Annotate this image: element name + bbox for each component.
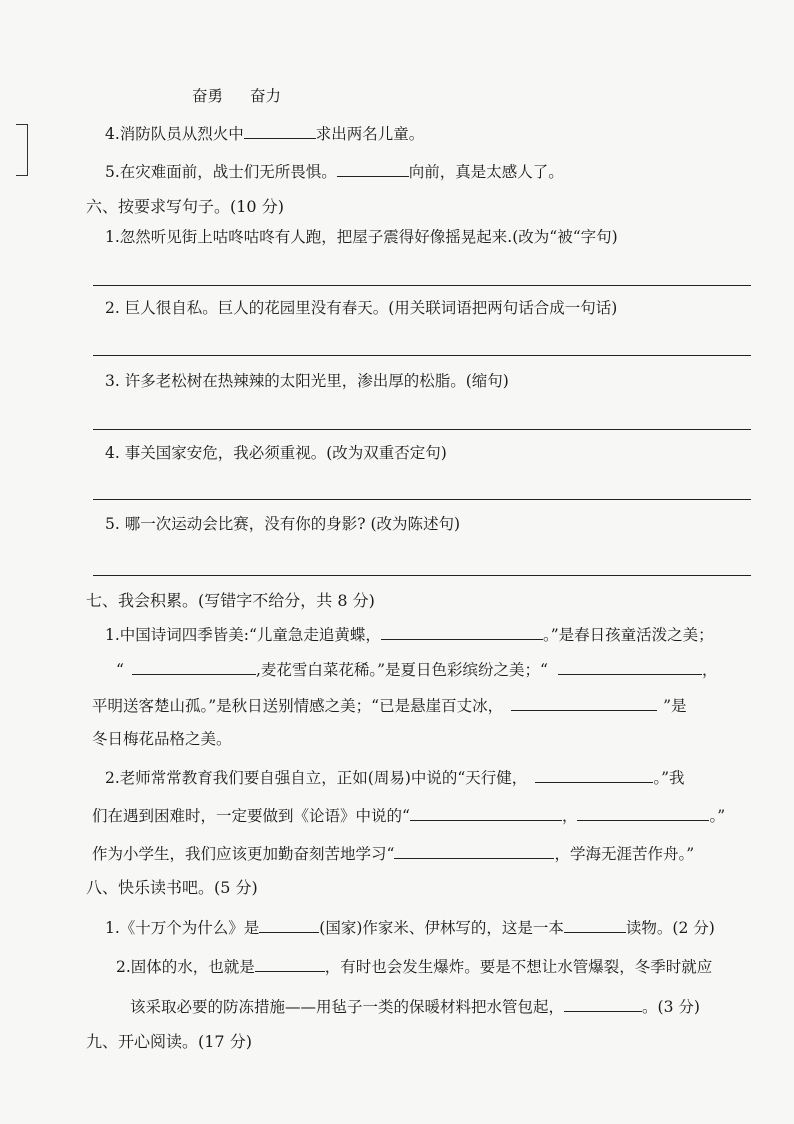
question-text: 该采取必要的防冻措施——用毡子一类的保暖材料把水管包起， (130, 998, 565, 1016)
question-text: 读物。(2 分) (625, 919, 715, 937)
poem-line-2 (116, 658, 717, 680)
fill-blank[interactable] (255, 955, 325, 972)
quote-line-1 (105, 766, 685, 788)
rewrite-item-4: 4. 事关国家安危，我必须重视。(改为双重否定句) (105, 444, 447, 462)
section-7-heading: 七、我会积累。(写错字不给分，共 8 分) (86, 591, 375, 610)
question-text: ，有时也会发生爆炸。要是不想让水管爆裂，冬季时就应 (324, 958, 713, 976)
word-option-2: 奋力 (250, 87, 282, 105)
quote-line-3 (92, 842, 694, 864)
fill-blank[interactable] (132, 658, 256, 675)
question-text: 。”我 (653, 769, 685, 787)
fill-blank[interactable] (381, 623, 543, 640)
question-text: ，学海无涯苦作舟。” (554, 845, 695, 863)
fill-blank[interactable] (535, 766, 653, 783)
fill-blank[interactable] (511, 694, 657, 711)
quote-line-2 (92, 804, 725, 826)
poem-line-4: 冬日梅花品格之美。 (92, 730, 232, 748)
reading-question-2-cont (130, 995, 700, 1017)
question-text: 向前，真是太感人了。 (408, 163, 564, 181)
fill-blank[interactable] (558, 658, 702, 675)
rewrite-item-3: 3. 许多老松树在热辣辣的太阳光里，渗出厚的松脂。(缩句) (105, 372, 509, 390)
question-text: 。” (709, 807, 726, 825)
fill-blank[interactable] (564, 916, 626, 933)
question-text: ， (561, 807, 578, 825)
answer-line-4[interactable] (93, 499, 751, 500)
fill-blank[interactable] (244, 122, 316, 139)
answer-line-3[interactable] (93, 429, 751, 430)
fill-blank[interactable] (410, 804, 562, 821)
fill-blank[interactable] (394, 842, 554, 859)
question-text: (国家)作家米、伊林写的，这是一本 (319, 919, 564, 937)
question-text: 作为小学生，我们应该更加勤奋刻苦地学习“ (92, 845, 395, 863)
fill-blank[interactable] (337, 160, 409, 177)
section-6-heading: 六、按要求写句子。(10 分) (86, 197, 284, 216)
question-text: 求出两名儿童。 (315, 125, 425, 143)
fill-blank[interactable] (577, 804, 709, 821)
section-9-heading: 九、开心阅读。(17 分) (86, 1032, 252, 1051)
question-text: 2.固体的水，也就是 (116, 958, 255, 976)
section-8-heading: 八、快乐读书吧。(5 分) (86, 878, 258, 897)
reading-question-1 (105, 916, 715, 938)
fill-blank[interactable] (564, 995, 642, 1012)
question-text: 5.在灾难面前，战士们无所畏惧。 (105, 163, 337, 181)
poem-line-1 (105, 623, 714, 645)
reading-question-2 (116, 955, 712, 977)
rewrite-item-1: 1.忽然听见街上咕咚咕咚有人跑，把屋子震得好像摇晃起来.(改为“被“字句) (105, 228, 618, 246)
question-5-4 (105, 122, 424, 144)
question-text: ， (701, 661, 718, 679)
question-text: 。(3 分) (642, 998, 700, 1016)
answer-line-5[interactable] (93, 575, 751, 576)
question-text: 1.《十万个为什么》是 (105, 919, 260, 937)
fill-blank[interactable] (259, 916, 319, 933)
question-text: ,麦花雪白菜花稀。”是夏日色彩缤纷之美；“ (255, 661, 548, 679)
question-text: 2.老师常常教育我们要自强自立，正如(周易)中说的“天行健， (105, 769, 528, 787)
question-text: 们在遇到困难时，一定要做到《论语》中说的“ (92, 807, 410, 825)
question-5-5 (105, 160, 564, 182)
question-text: “ (116, 661, 124, 679)
binding-bracket (16, 124, 28, 176)
answer-line-1[interactable] (93, 285, 751, 286)
poem-line-3 (92, 694, 687, 716)
question-text: 。”是春日孩童活泼之美； (542, 626, 714, 644)
answer-line-2[interactable] (93, 355, 751, 356)
question-text: 1.中国诗词四季皆美:“儿童急走追黄蝶， (105, 626, 381, 644)
word-option-1: 奋勇 (192, 87, 224, 105)
rewrite-item-5: 5. 哪一次运动会比赛，没有你的身影? (改为陈述句) (105, 515, 461, 533)
rewrite-item-2: 2. 巨人很自私。巨人的花园里没有春天。(用关联词语把两句话合成一句话) (105, 299, 618, 317)
question-text: 平明送客楚山孤。”是秋日送别情感之美；“已是悬崖百丈冰， (92, 697, 504, 715)
question-text: ”是 (663, 697, 687, 715)
question-text: 4.消防队员从烈火中 (105, 125, 244, 143)
